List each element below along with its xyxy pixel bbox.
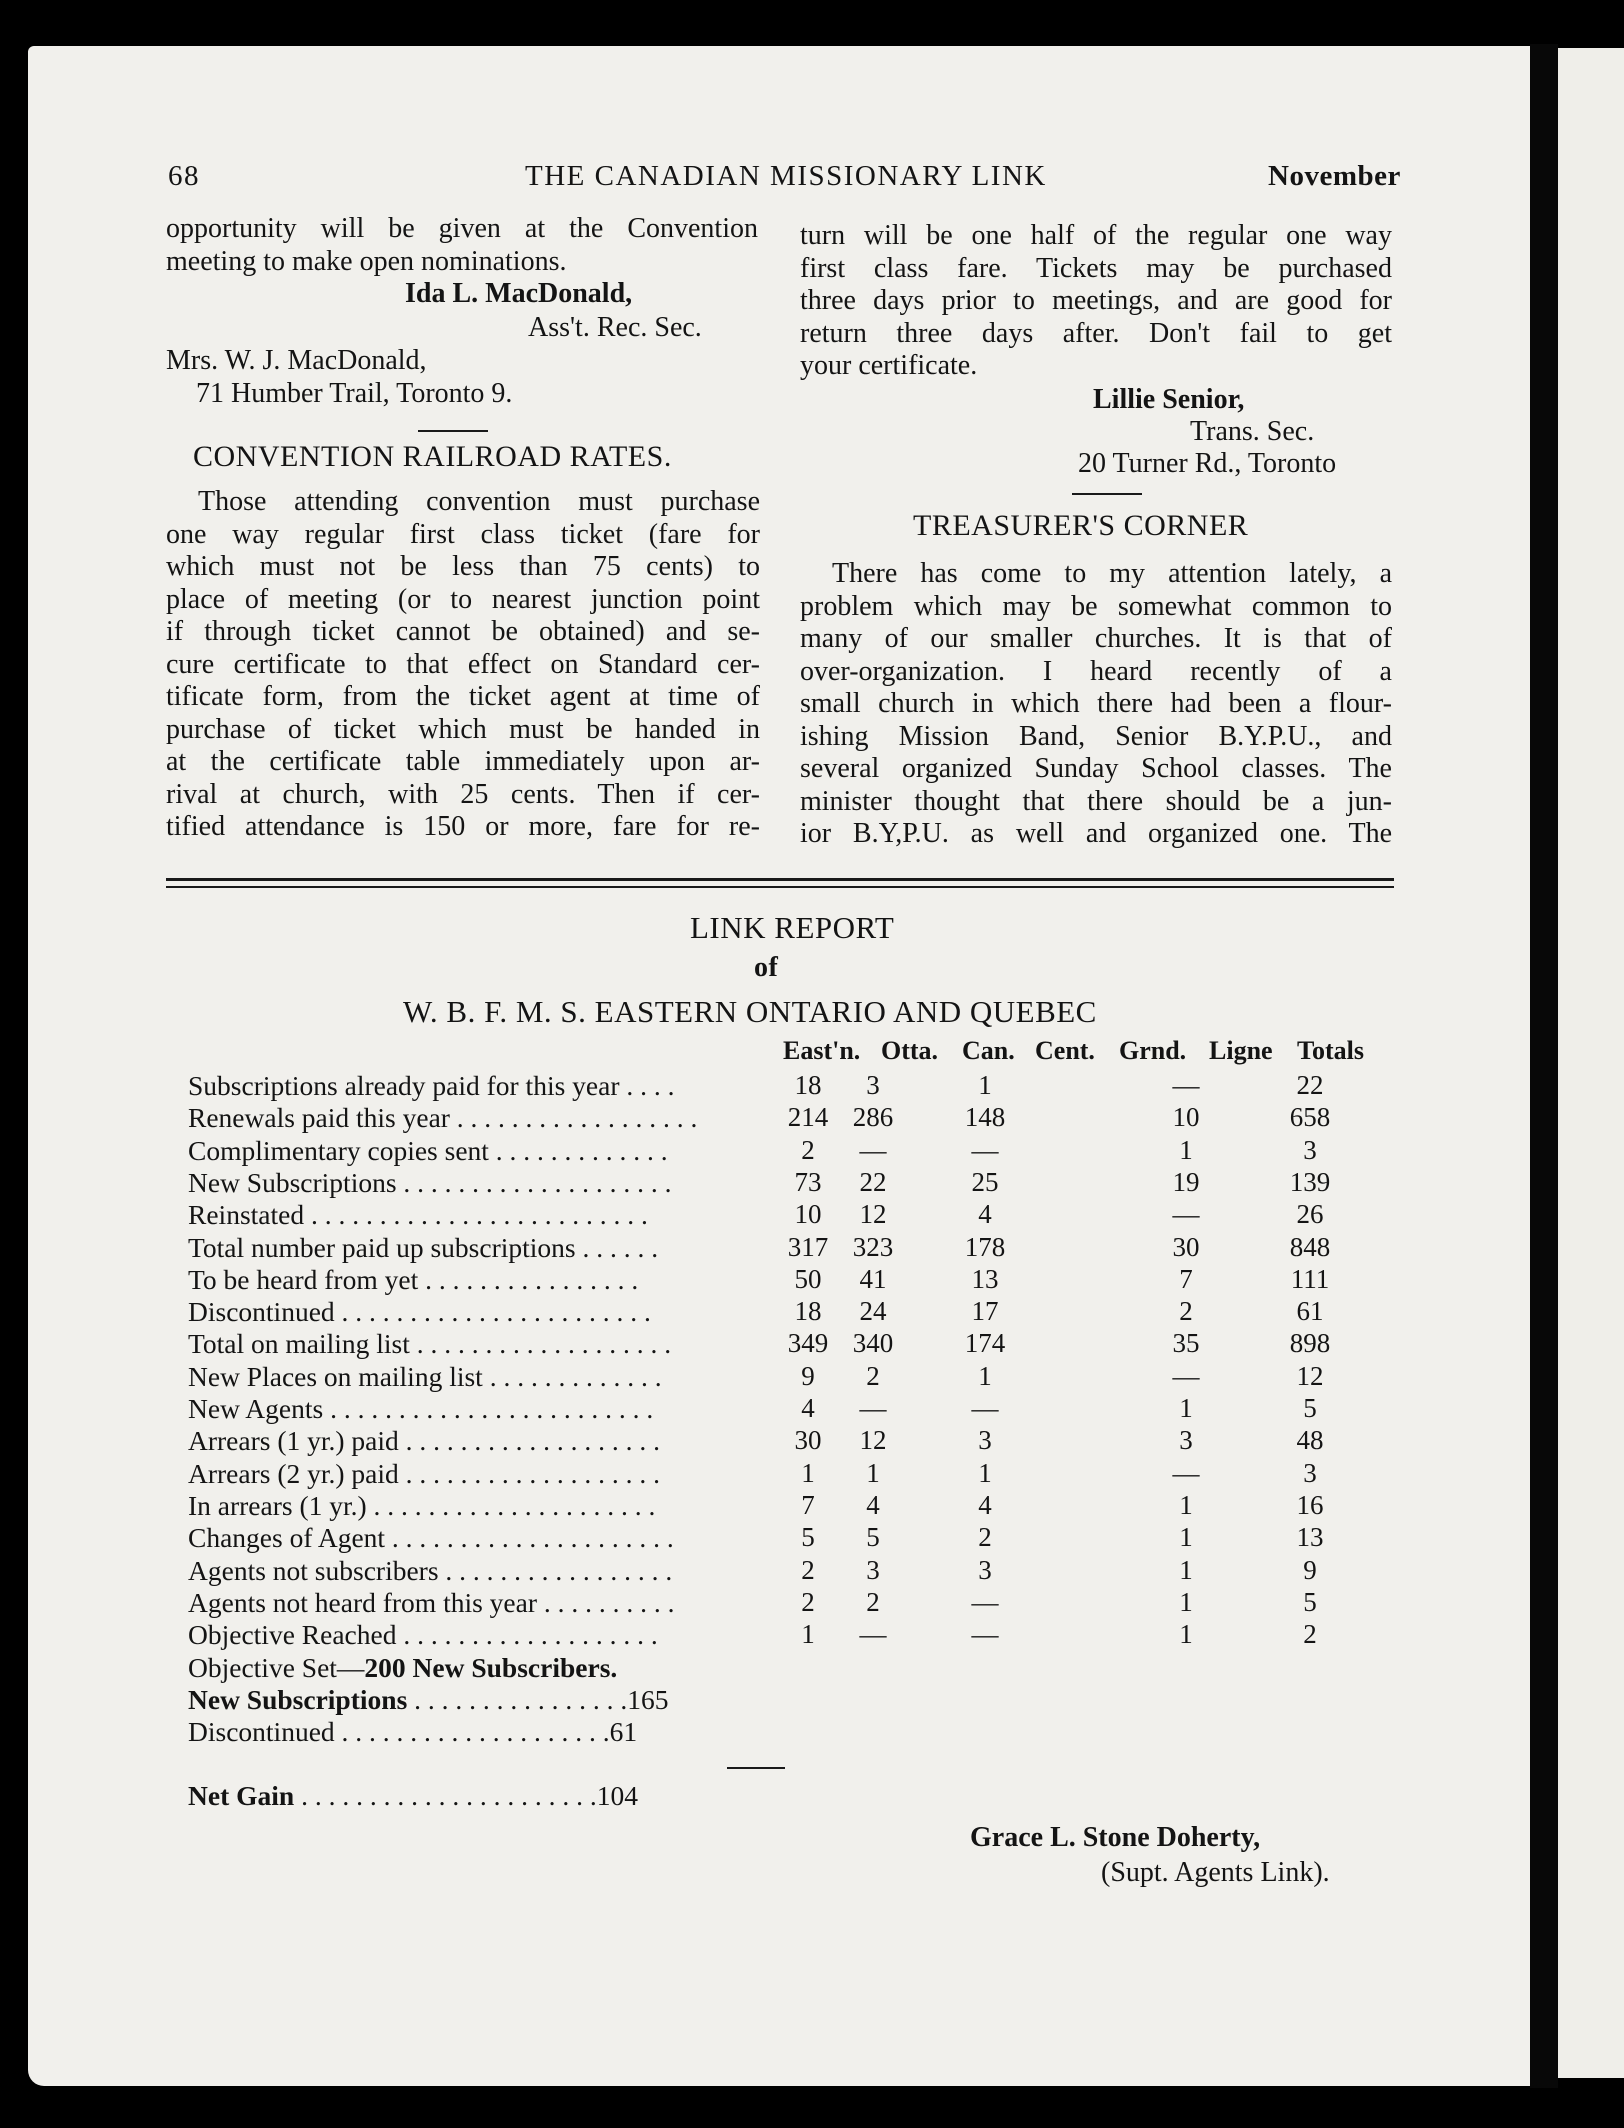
report-row-value: 3 — [978, 1425, 992, 1455]
report-row-label: Subscriptions already paid for this year . . . . — [188, 1070, 675, 1101]
report-row-value: 349 — [787, 1328, 829, 1358]
sum-rule — [727, 1767, 785, 1769]
paragraph-line: at the certificate table immediately upon ar- — [166, 746, 760, 777]
left-intro-line: opportunity will be given at the Convention — [166, 213, 758, 244]
report-row-value: 9 — [1303, 1555, 1317, 1585]
report-row-label: Agents not heard from this year . . . . . . . . . . — [188, 1587, 675, 1618]
net-gain-summary — [188, 1780, 638, 1812]
report-row-value: 4 — [801, 1393, 815, 1423]
report-row-value: 25 — [971, 1167, 999, 1197]
report-row-value: 3 — [1303, 1458, 1317, 1488]
adjacent-page-edge — [1558, 48, 1624, 2078]
report-row-value: 3 — [866, 1070, 880, 1100]
report-row-label: To be heard from yet . . . . . . . . . . . . . . . . — [188, 1264, 639, 1295]
new-subs-dots: . . . . . . . . . . . . . . . . — [407, 1684, 628, 1715]
net-gain-value: 104 — [596, 1780, 638, 1811]
report-row-value: 2 — [801, 1587, 815, 1617]
paragraph-line: three days prior to meetings, and are good for — [800, 285, 1392, 316]
report-row-value: 5 — [1303, 1393, 1317, 1423]
report-row-value: 1 — [1179, 1619, 1193, 1649]
report-row-value: — — [971, 1135, 999, 1165]
report-row-value: 174 — [964, 1328, 1006, 1358]
objective-target: 200 New Subscribers. — [364, 1652, 618, 1683]
report-row-value: 26 — [1296, 1199, 1324, 1229]
paragraph-line: ior B.Y,P.U. as well and organized one. The — [800, 818, 1392, 849]
report-row-value: 1 — [801, 1619, 815, 1649]
paragraph-line: your certificate. — [800, 350, 978, 381]
report-subtitle: W. B. F. M. S. EASTERN ONTARIO AND QUEBEC — [403, 994, 1097, 1029]
report-row-value: 1 — [978, 1361, 992, 1391]
report-row-value: 9 — [801, 1361, 815, 1391]
new-subs-label: New Subscriptions — [188, 1684, 408, 1715]
report-title: LINK REPORT — [690, 910, 895, 945]
report-row-value: — — [1172, 1458, 1200, 1488]
report-row-label: New Agents . . . . . . . . . . . . . . . . . . . . . . . . — [188, 1393, 654, 1424]
report-row-value: 3 — [866, 1555, 880, 1585]
report-signer-title: (Supt. Agents Link). — [1101, 1857, 1330, 1888]
paragraph-line: problem which may be somewhat common to — [800, 590, 1392, 622]
report-row-value: 178 — [964, 1232, 1006, 1262]
report-row-value: 5 — [801, 1522, 815, 1552]
paragraph-line: minister thought that there should be a jun- — [800, 785, 1392, 817]
report-row-label: Renewals paid this year . . . . . . . . . . . . . . . . . . — [188, 1102, 698, 1133]
report-row-value: 30 — [794, 1425, 822, 1455]
objective-set — [188, 1652, 617, 1684]
paragraph-line: There has come to my attention lately, a — [832, 558, 1392, 589]
column-header: Can. — [962, 1036, 1015, 1065]
discontinued-summary — [188, 1716, 637, 1748]
treasurer-paragraph — [800, 558, 1392, 851]
report-row-value: — — [1172, 1199, 1200, 1229]
report-row-value: — — [859, 1619, 887, 1649]
paragraph-line: rival at church, with 25 cents. Then if cer- — [166, 778, 760, 810]
report-row-label: In arrears (1 yr.) . . . . . . . . . . . . . . . . . . . . . — [188, 1490, 656, 1521]
report-row-value: 111 — [1290, 1264, 1330, 1294]
issue-month: November — [1268, 160, 1401, 192]
column-header: East'n. — [783, 1036, 861, 1065]
column-header: Otta. — [881, 1036, 939, 1065]
net-gain-label: Net Gain — [188, 1780, 295, 1811]
binding-shadow — [1530, 44, 1558, 2088]
report-row-value: 317 — [787, 1232, 829, 1262]
convention-paragraph — [166, 486, 760, 844]
column-header: Ligne — [1209, 1036, 1273, 1065]
report-row-value: 35 — [1172, 1328, 1200, 1358]
report-row-value: 24 — [859, 1296, 887, 1326]
paragraph-line: small church in which there had been a flour- — [800, 688, 1392, 719]
short-divider — [418, 430, 488, 432]
report-row-value: 286 — [852, 1102, 894, 1132]
report-row-value: 3 — [1303, 1135, 1317, 1165]
new-subs-value: 165 — [627, 1684, 669, 1715]
report-row-label: Discontinued . . . . . . . . . . . . . . . . . . . . . . . — [188, 1296, 651, 1327]
short-divider — [1072, 493, 1142, 495]
report-row-value: 12 — [859, 1199, 887, 1229]
report-row-value: 148 — [964, 1102, 1006, 1132]
report-row-value: 61 — [1296, 1296, 1324, 1326]
report-row-value: 5 — [1303, 1587, 1317, 1617]
report-row-value: 10 — [794, 1199, 822, 1229]
section-rule-bottom — [166, 886, 1394, 888]
report-row-value: — — [971, 1393, 999, 1423]
report-row-value: 41 — [859, 1264, 887, 1294]
report-row-value: 139 — [1289, 1167, 1331, 1197]
report-row-label: Arrears (2 yr.) paid . . . . . . . . . . . . . . . . . . . — [188, 1458, 660, 1489]
report-row-label: Reinstated . . . . . . . . . . . . . . . . . . . . . . . . . — [188, 1199, 648, 1230]
report-row-value: 48 — [1296, 1425, 1324, 1455]
report-row-value: 50 — [794, 1264, 822, 1294]
report-row-value: 1 — [1179, 1555, 1193, 1585]
report-row-value: 4 — [978, 1199, 992, 1229]
paragraph-line: place of meeting (or to nearest junction point — [166, 583, 760, 615]
report-title-of: of — [754, 952, 779, 983]
paragraph-line: Those attending convention must purchase — [198, 486, 760, 517]
report-row-value: 22 — [1296, 1070, 1324, 1100]
paragraph-line: which must not be less than 75 cents) to — [166, 551, 760, 582]
report-row-value: — — [971, 1587, 999, 1617]
report-row-value: 7 — [801, 1490, 815, 1520]
report-row-value: — — [1172, 1070, 1200, 1100]
report-row-value: 1 — [1179, 1587, 1193, 1617]
report-row-value: 2 — [978, 1522, 992, 1552]
report-row-value: 1 — [1179, 1393, 1193, 1423]
report-row-value: 898 — [1289, 1328, 1331, 1358]
left-intro-line: meeting to make open nominations. — [166, 245, 567, 277]
report-row-value: 4 — [978, 1490, 992, 1520]
paragraph-line: if through ticket cannot be obtained) and se- — [166, 616, 760, 647]
paragraph-line: cure certificate to that effect on Standard cer- — [166, 648, 760, 680]
objective-prefix: Objective Set— — [188, 1652, 365, 1683]
report-row-value: 340 — [852, 1328, 894, 1358]
right-top-paragraph — [800, 220, 1392, 383]
report-row-value: 214 — [787, 1102, 829, 1132]
trans-signer-address: 20 Turner Rd., Toronto — [1078, 448, 1337, 479]
report-row-value: 2 — [866, 1361, 880, 1391]
report-row-label: Arrears (1 yr.) paid . . . . . . . . . . . . . . . . . . . — [188, 1425, 660, 1456]
report-row-value: — — [859, 1135, 887, 1165]
address-street: 71 Humber Trail, Toronto 9. — [196, 378, 513, 409]
address-name: Mrs. W. J. MacDonald, — [166, 345, 427, 376]
discontinued-value: 61 — [609, 1716, 638, 1747]
paragraph-line: return three days after. Don't fail to get — [800, 317, 1392, 349]
signer-title: Ass't. Rec. Sec. — [528, 312, 702, 343]
report-row-value: — — [859, 1393, 887, 1423]
trans-signer-name: Lillie Senior, — [1093, 384, 1245, 415]
report-row-value: 1 — [978, 1070, 992, 1100]
signer-name: Ida L. MacDonald, — [405, 278, 633, 309]
paragraph-line: over-organization. I heard recently of a — [800, 655, 1392, 687]
column-header: Cent. — [1035, 1036, 1095, 1065]
paragraph-line: purchase of ticket which must be handed in — [166, 713, 760, 745]
report-row-value: 2 — [866, 1587, 880, 1617]
report-row-value: 18 — [794, 1070, 822, 1100]
report-signer-name: Grace L. Stone Doherty, — [970, 1822, 1261, 1853]
paragraph-line: tificate form, from the ticket agent at time of — [166, 681, 760, 712]
paragraph-line: tified attendance is 150 or more, fare for re- — [166, 811, 760, 842]
trans-signer-title: Trans. Sec. — [1190, 416, 1315, 447]
report-row-value: 22 — [859, 1167, 887, 1197]
paragraph-line: many of our smaller churches. It is that of — [800, 623, 1392, 654]
report-row-label: New Subscriptions . . . . . . . . . . . . . . . . . . . . — [188, 1167, 672, 1198]
report-row-value: 5 — [866, 1522, 880, 1552]
report-row-value: 1 — [866, 1458, 880, 1488]
report-row-label: Complimentary copies sent . . . . . . . . . . . . . — [188, 1135, 668, 1166]
running-title: THE CANADIAN MISSIONARY LINK — [525, 160, 1047, 192]
new-subs-summary — [188, 1684, 669, 1716]
report-row-label: Objective Reached . . . . . . . . . . . . . . . . . . . — [188, 1619, 658, 1650]
paragraph-line: one way regular first class ticket (fare for — [166, 518, 760, 550]
report-row-value: 323 — [852, 1232, 894, 1262]
report-row-value: 10 — [1172, 1102, 1200, 1132]
report-row-value: 1 — [1179, 1135, 1193, 1165]
report-row-label: Changes of Agent . . . . . . . . . . . . . . . . . . . . . — [188, 1522, 674, 1553]
paragraph-line: turn will be one half of the regular one way — [800, 220, 1392, 251]
report-row-value: 30 — [1172, 1232, 1200, 1262]
report-row-label: New Places on mailing list . . . . . . . . . . . . . — [188, 1361, 662, 1392]
report-row-value: 1 — [978, 1458, 992, 1488]
report-row-value: 7 — [1179, 1264, 1193, 1294]
column-header: Totals — [1297, 1036, 1364, 1065]
report-row-value: 848 — [1289, 1232, 1331, 1262]
report-row-value: 17 — [971, 1296, 999, 1326]
report-row-value: 658 — [1289, 1102, 1331, 1132]
report-row-value: 19 — [1172, 1167, 1200, 1197]
report-row-value: 4 — [866, 1490, 880, 1520]
report-row-value: 73 — [794, 1167, 822, 1197]
report-row-value: 16 — [1296, 1490, 1324, 1520]
discontinued-label: Discontinued . . . . . . . . . . . . . . . . . . . . — [188, 1716, 610, 1747]
report-row-value: 2 — [1303, 1619, 1317, 1649]
left-intro-paragraph — [166, 213, 758, 278]
paragraph-line: first class fare. Tickets may be purchased — [800, 252, 1392, 284]
report-row-value: 1 — [1179, 1522, 1193, 1552]
report-row-value: 13 — [1296, 1522, 1324, 1552]
report-row-value: 3 — [978, 1555, 992, 1585]
treasurer-heading: TREASURER'S CORNER — [913, 509, 1249, 542]
report-row-value: 13 — [971, 1264, 999, 1294]
report-row-value: — — [971, 1619, 999, 1649]
report-row-value: 2 — [1179, 1296, 1193, 1326]
paragraph-line: several organized Sunday School classes. The — [800, 753, 1392, 784]
report-row-value: 2 — [801, 1555, 815, 1585]
paragraph-line: ishing Mission Band, Senior B.Y.P.U., and — [800, 720, 1392, 752]
column-header: Grnd. — [1119, 1036, 1187, 1065]
report-row-value: 3 — [1179, 1425, 1193, 1455]
report-row-label: Total number paid up subscriptions . . . . . . — [188, 1232, 659, 1263]
page-number: 68 — [168, 160, 200, 192]
report-row-value: 1 — [801, 1458, 815, 1488]
report-row-value: — — [1172, 1361, 1200, 1391]
net-gain-dots: . . . . . . . . . . . . . . . . . . . . . . — [294, 1780, 597, 1811]
report-row-label: Agents not subscribers . . . . . . . . . . . . . . . . . — [188, 1555, 673, 1586]
report-row-label: Total on mailing list . . . . . . . . . . . . . . . . . . . — [188, 1328, 672, 1359]
report-row-value: 1 — [1179, 1490, 1193, 1520]
convention-heading: CONVENTION RAILROAD RATES. — [193, 440, 672, 473]
section-rule-top — [166, 878, 1394, 881]
report-row-value: 18 — [794, 1296, 822, 1326]
report-row-value: 12 — [1296, 1361, 1324, 1391]
report-row-value: 2 — [801, 1135, 815, 1165]
report-row-value: 12 — [859, 1425, 887, 1455]
